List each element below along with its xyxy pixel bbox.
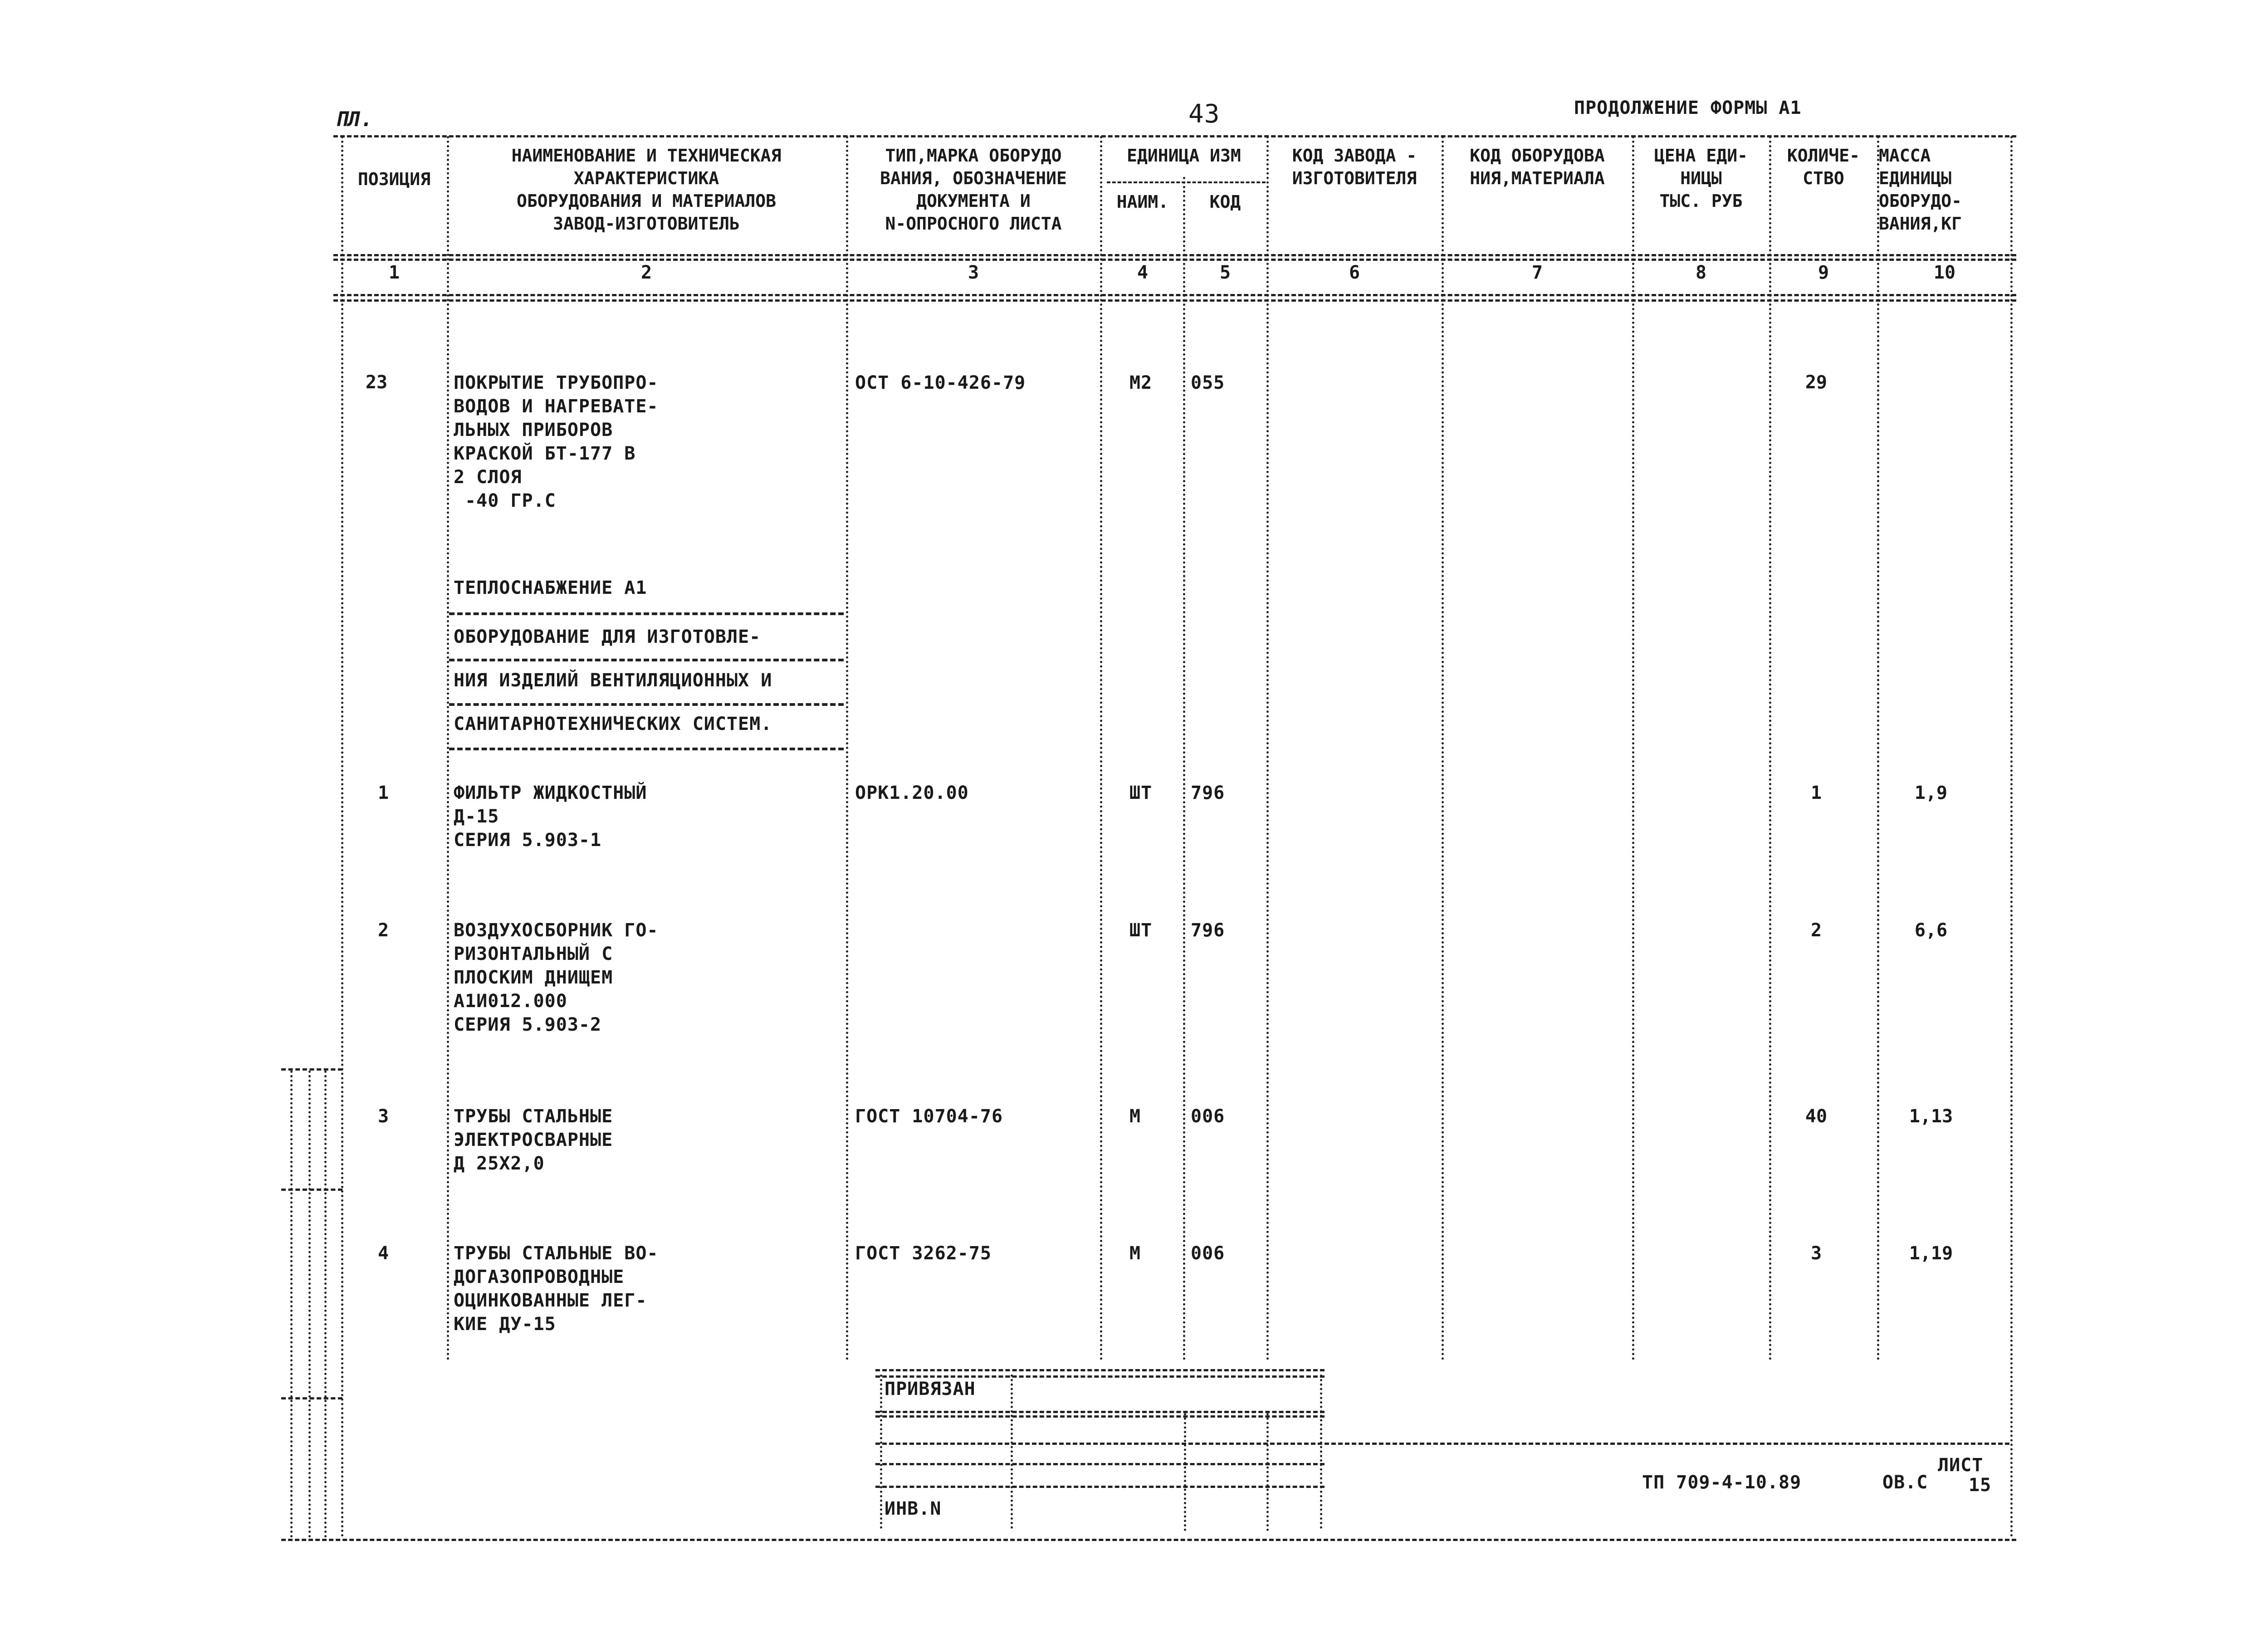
col-line-8 (1769, 136, 1771, 1361)
row-1-mass: 1,9 (1914, 783, 1948, 803)
footer-rule-mid-2 (875, 1415, 1325, 1418)
row-4-qty: 3 (1810, 1243, 1822, 1264)
row-3-position: 3 (377, 1106, 389, 1127)
row-4-position: 4 (377, 1243, 389, 1264)
footer-sheet-label: ЛИСТ (1938, 1455, 1984, 1476)
header-qty: КОЛИЧЕ- СТВО (1787, 146, 1860, 188)
form-title: ПРОДОЛЖЕНИЕ ФОРМЫ А1 (1574, 98, 1802, 118)
row-23-code: 055 (1191, 372, 1225, 393)
section-underline-2 (449, 659, 844, 661)
header-unit: ЕДИНИЦА ИЗМ (1127, 146, 1241, 166)
header-bottom-rule-2 (333, 259, 2016, 261)
handwritten-mark: ПЛ. (336, 108, 373, 131)
row-4-code: 006 (1191, 1243, 1225, 1264)
table-top-rule (333, 135, 2016, 137)
row-2-unit: ШТ (1129, 920, 1153, 941)
footer-rule-top (875, 1369, 1325, 1371)
row-2-qty: 2 (1810, 920, 1822, 941)
col-line-10 (2010, 136, 2013, 1538)
footer-doc-number: ТП 709-4-10.89 (1642, 1472, 1802, 1493)
col-num-5: 5 (1219, 262, 1231, 283)
section-heat-supply: ТЕПЛОСНАБЖЕНИЕ А1 (454, 577, 647, 598)
stamp-col-2 (308, 1071, 311, 1538)
stamp-col-3 (324, 1071, 327, 1538)
footer-bound-label: ПРИВЯЗАН (885, 1379, 976, 1399)
col-num-9: 9 (1818, 262, 1829, 283)
col-line-3 (1100, 136, 1102, 1361)
header-price: ЦЕНА ЕДИ- НИЦЫ ТЫС. РУБ (1654, 146, 1748, 211)
header-mass: МАССА ЕДИНИЦЫ ОБОРУДО- ВАНИЯ,КГ (1879, 146, 1962, 234)
header-name: НАИМЕНОВАНИЕ И ТЕХНИЧЕСКАЯ ХАРАКТЕРИСТИКА ОБОРУДОВАНИЯ И МАТЕРИАЛОВ ЗАВОД-ИЗГОТОВИТЕЛЬ (511, 146, 782, 234)
footer-col-2 (1011, 1375, 1013, 1529)
col-line-4 (1183, 177, 1185, 1361)
col-line-5 (1266, 136, 1269, 1361)
col-num-7: 7 (1531, 262, 1543, 283)
row-4-name: ТРУБЫ СТАЛЬНЫЕ ВО- ДОГАЗОПРОВОДНЫЕ ОЦИНКОВАННЫЕ ЛЕГ- КИЕ ДУ-15 (454, 1243, 659, 1335)
col-num-4: 4 (1137, 262, 1149, 283)
row-3-type: ГОСТ 10704-76 (855, 1106, 1003, 1127)
footer-section: ОВ.С (1882, 1472, 1928, 1493)
section-underline-1 (449, 612, 844, 615)
stamp-col-1 (290, 1071, 293, 1538)
footer-rule-row-3 (875, 1486, 1325, 1488)
row-2-name: ВОЗДУХОСБОРНИК ГО- РИЗОНТАЛЬНЫЙ С ПЛОСКИМ ДНИЩЕМ А1И012.000 СЕРИЯ 5.903-2 (454, 920, 659, 1035)
header-unit-name: НАИМ. (1116, 192, 1169, 212)
row-3-code: 006 (1191, 1106, 1225, 1127)
row-2-position: 2 (377, 920, 389, 941)
row-1-position: 1 (377, 783, 389, 803)
colnum-bottom-rule (333, 294, 2016, 296)
header-bottom-rule (333, 254, 2016, 256)
row-3-unit: М (1129, 1106, 1141, 1127)
section-underline-3 (449, 703, 844, 706)
footer-col-5 (1320, 1375, 1322, 1529)
page-number-handwritten: 43 (1188, 99, 1220, 129)
col-line-0 (341, 136, 343, 1538)
footer-sheet-number: 15 (1969, 1475, 1992, 1496)
header-unit-code: КОД (1209, 192, 1241, 212)
col-line-9 (1877, 136, 1879, 1361)
col-line-7 (1632, 136, 1634, 1361)
row-3-mass: 1,13 (1909, 1106, 1953, 1127)
footer-inv-label: ИНВ.N (885, 1498, 942, 1519)
row-1-code: 796 (1191, 783, 1225, 803)
section-equipment-line-1: ОБОРУДОВАНИЕ ДЛЯ ИЗГОТОВЛЕ- (454, 626, 761, 647)
row-23-name: ПОКРЫТИЕ ТРУБОПРО- ВОДОВ И НАГРЕВАТЕ- ЛЬНЫХ ПРИБОРОВ КРАСКОЙ БТ-177 В 2 СЛОЯ -40 ГР.С (454, 372, 659, 511)
row-23-position: 23 (365, 372, 388, 393)
row-4-unit: М (1129, 1243, 1141, 1264)
col-num-6: 6 (1349, 262, 1360, 283)
section-underline-4 (449, 748, 844, 750)
col-num-8: 8 (1695, 262, 1707, 283)
col-line-6 (1442, 136, 1444, 1361)
col-num-1: 1 (388, 262, 400, 283)
col-num-3: 3 (968, 262, 979, 283)
footer-col-4 (1266, 1413, 1269, 1531)
footer-rule-mid (875, 1411, 1325, 1413)
header-position: ПОЗИЦИЯ (357, 169, 431, 189)
row-4-mass: 1,19 (1909, 1243, 1953, 1264)
row-4-type: ГОСТ 3262-75 (855, 1243, 992, 1264)
header-type: ТИП,МАРКА ОБОРУДО ВАНИЯ, ОБОЗНАЧЕНИЕ ДОКУМЕНТА И N-ОПРОСНОГО ЛИСТА (880, 146, 1067, 234)
header-equip-code: КОД ОБОРУДОВА НИЯ,МАТЕРИАЛА (1470, 146, 1605, 188)
footer-rule-row-2 (875, 1463, 1325, 1465)
col-num-10: 10 (1933, 262, 1956, 283)
footer-rule-row-1 (875, 1443, 2009, 1445)
row-23-unit: М2 (1129, 372, 1153, 393)
row-2-code: 796 (1191, 920, 1225, 941)
row-1-type: ОРК1.20.00 (855, 783, 969, 803)
row-1-qty: 1 (1810, 783, 1822, 803)
header-plant-code: КОД ЗАВОДА - ИЗГОТОВИТЕЛЯ (1292, 146, 1417, 188)
table-bottom-rule (281, 1539, 2016, 1541)
section-equipment-line-2: НИЯ ИЗДЕЛИЙ ВЕНТИЛЯЦИОННЫХ И (454, 670, 772, 691)
row-3-qty: 40 (1805, 1106, 1828, 1127)
footer-col-1 (880, 1375, 882, 1529)
row-23-type: ОСТ 6-10-426-79 (855, 372, 1026, 393)
unit-subheader-rule (1107, 181, 1266, 183)
col-num-2: 2 (640, 262, 652, 283)
footer-col-3 (1184, 1413, 1186, 1531)
row-1-unit: ШТ (1129, 783, 1153, 803)
row-2-mass: 6,6 (1914, 920, 1948, 941)
row-1-name: ФИЛЬТР ЖИДКОСТНЫЙ Д-15 СЕРИЯ 5.903-1 (454, 783, 647, 851)
col-line-2 (846, 136, 848, 1361)
colnum-bottom-rule-2 (333, 299, 2016, 302)
row-23-qty: 29 (1805, 372, 1828, 393)
row-3-name: ТРУБЫ СТАЛЬНЫЕ ЭЛЕКТРОСВАРНЫЕ Д 25Х2,0 (454, 1106, 613, 1174)
section-equipment-line-3: САНИТАРНОТЕХНИЧЕСКИХ СИСТЕМ. (454, 714, 772, 734)
